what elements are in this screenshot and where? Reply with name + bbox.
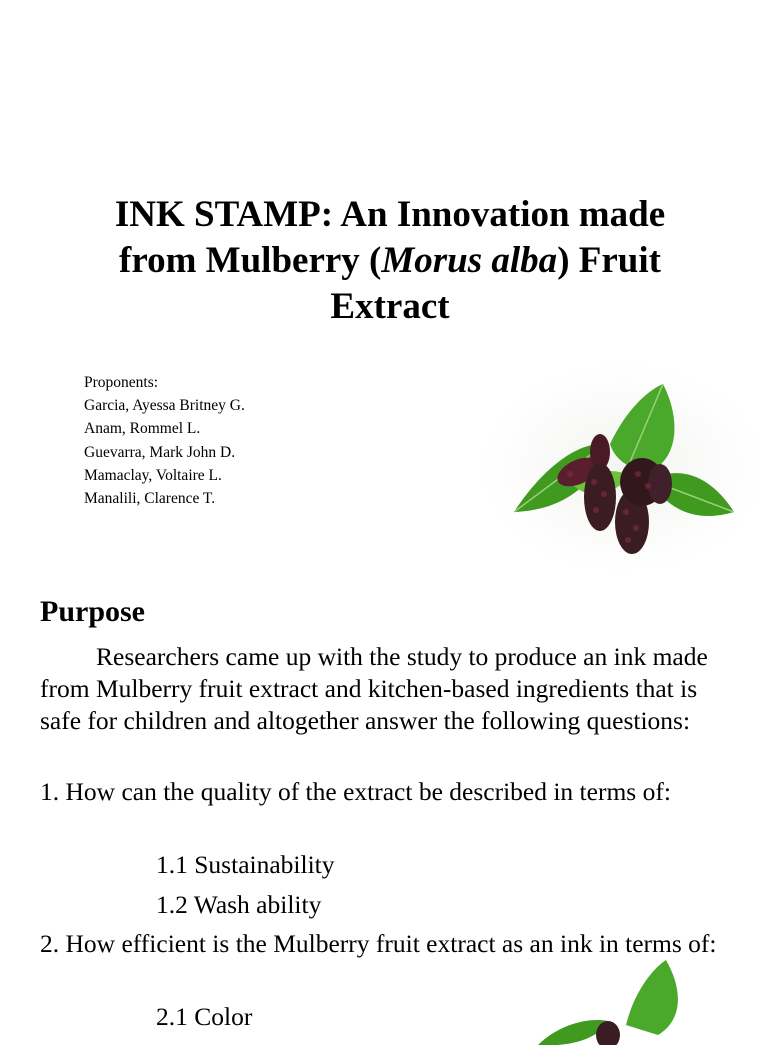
purpose-heading: Purpose bbox=[40, 595, 145, 628]
proponents-list bbox=[84, 371, 245, 510]
document-title bbox=[40, 192, 740, 330]
question-1-1: 1.1 Sustainability bbox=[156, 850, 335, 879]
proponent-name: Mamaclay, Voltaire L. bbox=[84, 466, 222, 484]
mulberry-image bbox=[480, 362, 766, 574]
question-2: 2. How efficient is the Mulberry fruit extract as an ink in terms of: bbox=[40, 929, 717, 958]
purpose-intro: Researchers came up with the study to produce an ink made from Mulberry fruit extract and kitchen-based ingredients that is safe for children and altogether answer the following questions: bbox=[40, 642, 708, 735]
proponent-name: Anam, Rommel L. bbox=[84, 420, 201, 438]
title-line-3: Extract bbox=[330, 286, 450, 327]
proponent-name: Garcia, Ayessa Britney G. bbox=[84, 397, 245, 415]
mulberry-image bbox=[508, 955, 738, 1045]
proponent-name: Guevarra, Mark John D. bbox=[84, 443, 236, 461]
proponent-name: Manalili, Clarence T. bbox=[84, 490, 216, 508]
title-line-1: INK STAMP: An Innovation made bbox=[114, 194, 666, 235]
proponents-label: Proponents: bbox=[84, 374, 159, 391]
question-1: 1. How can the quality of the extract be described in terms of: bbox=[40, 777, 671, 806]
title-scientific-name: Morus alba bbox=[381, 240, 558, 281]
question-2-1: 2.1 Color bbox=[156, 1002, 253, 1031]
question-1-2: 1.2 Wash ability bbox=[156, 890, 322, 919]
title-line-2-post: ) Fruit bbox=[557, 240, 661, 281]
title-line-2-pre: from Mulberry ( bbox=[119, 240, 382, 281]
